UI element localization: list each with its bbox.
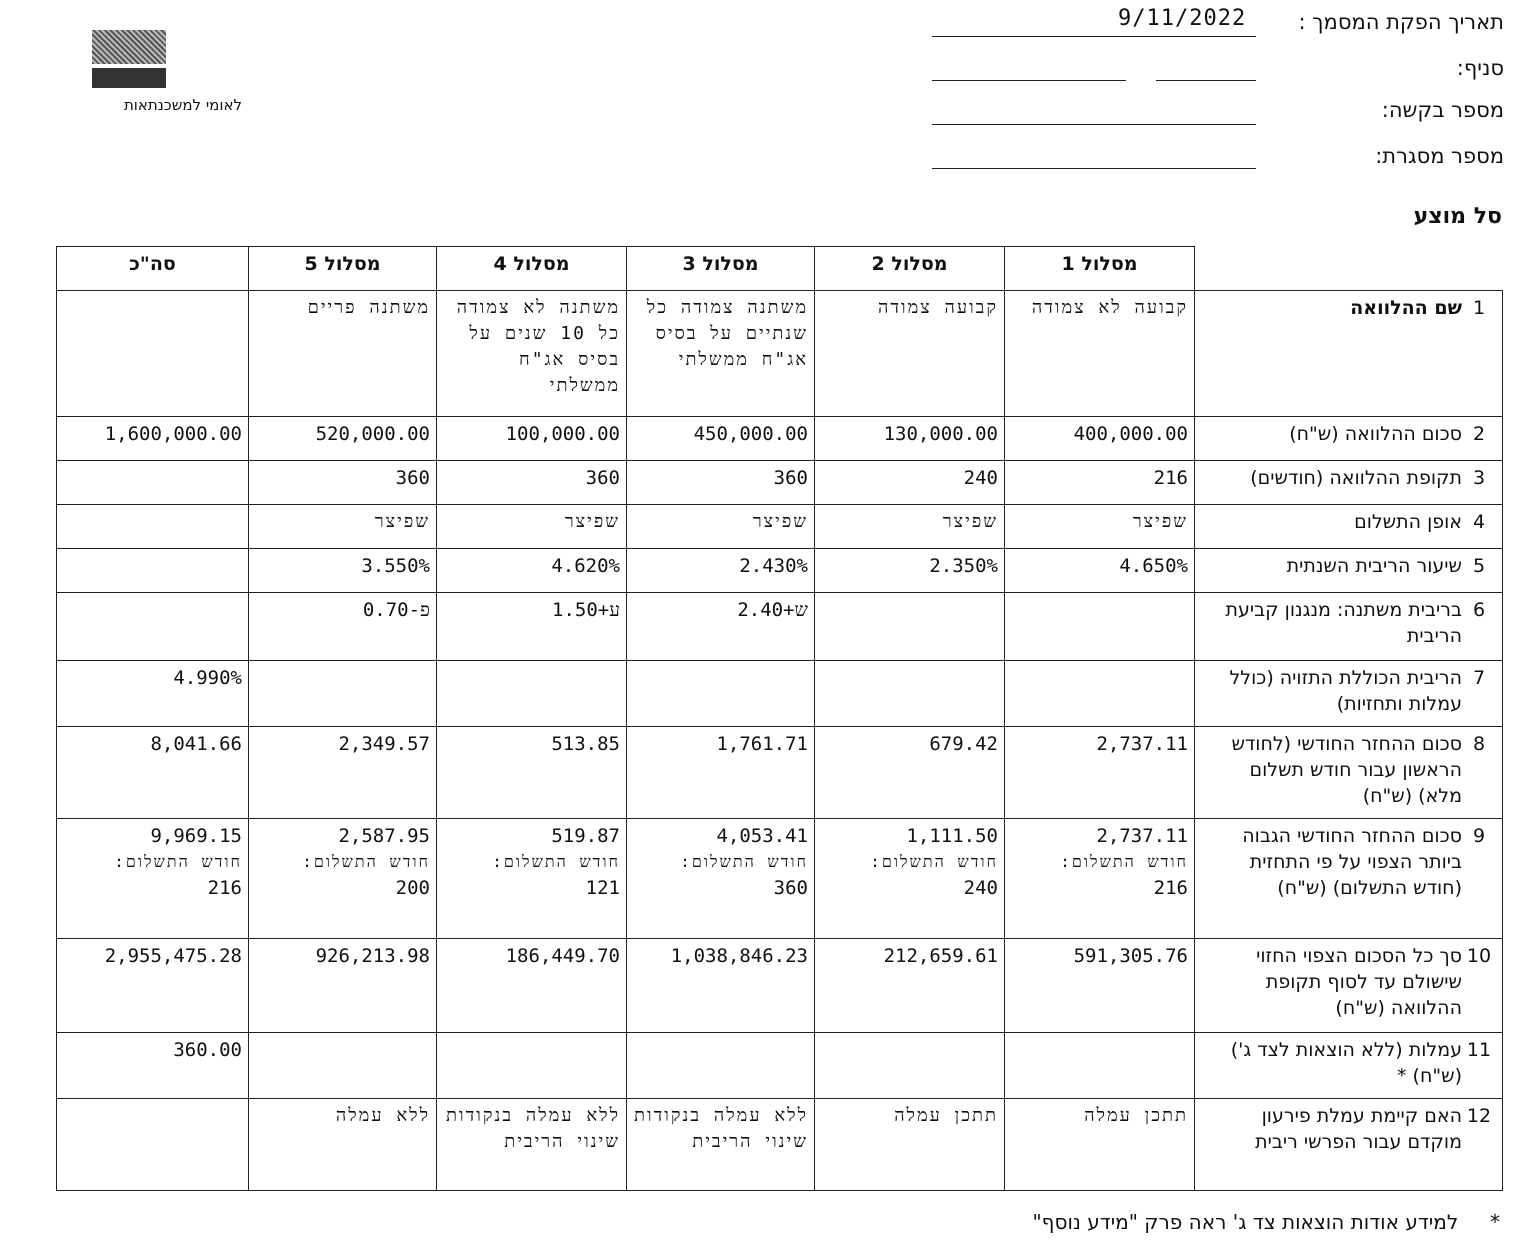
cell-r8-t1: 2,737.11: [1005, 727, 1195, 819]
payment-month-value: 216: [207, 877, 242, 899]
row-label-text: סכום ההחזר החודשי הגבוה ביותר הצפוי על פי התחזית (חודש התשלום) (ש"ח): [1242, 825, 1462, 899]
payment-month-label: חודש התשלום:: [302, 852, 430, 871]
cell-r6-t4: ע+1.50: [437, 593, 627, 661]
row-number: 9: [1472, 825, 1486, 847]
col-head-track-3: מסלול 3: [627, 247, 815, 291]
payment-month-value: 360: [773, 877, 808, 899]
section-title: סל מוצע: [1413, 204, 1502, 229]
cell-r5-t1: 4.650%: [1005, 549, 1195, 593]
payment-month-label: חודש התשלום:: [1060, 852, 1188, 871]
table-row: [57, 727, 1503, 819]
cell-r5-t2: 2.350%: [815, 549, 1005, 593]
cell-r3-t5: 360: [249, 461, 437, 505]
cell-r3-total: [57, 461, 249, 505]
row-label-2: [1195, 417, 1503, 461]
cell-r12-t4: ללא עמלה בנקודות שינוי הריבית: [437, 1099, 627, 1191]
cell-r8-total: 8,041.66: [57, 727, 249, 819]
row-label-text: שיעור הריבית השנתית: [1286, 555, 1462, 577]
row-number: 1: [1472, 297, 1486, 319]
cell-r2-t5: 520,000.00: [249, 417, 437, 461]
table-row: [57, 593, 1503, 661]
row-label-6: [1195, 593, 1503, 661]
table-row: [57, 1099, 1503, 1191]
cell-r10-t4: 186,449.70: [437, 939, 627, 1033]
table-row: [57, 505, 1503, 549]
table-row: [57, 549, 1503, 593]
table-row: [57, 661, 1503, 727]
table-header-row: [57, 247, 1503, 291]
cell-value: 1,111.50: [906, 825, 998, 847]
cell-r10-t2: 212,659.61: [815, 939, 1005, 1033]
row-label-11: [1195, 1033, 1503, 1099]
request-number-label: מספר בקשה:: [1381, 98, 1504, 122]
row-label-12: [1195, 1099, 1503, 1191]
row-number: 5: [1472, 555, 1486, 577]
table-row: [57, 1033, 1503, 1099]
cell-r9-t5: [249, 819, 437, 939]
cell-r10-t5: 926,213.98: [249, 939, 437, 1033]
cell-r4-t3: שפיצר: [627, 505, 815, 549]
row-number: 2: [1472, 423, 1486, 445]
payment-month-label: חודש התשלום:: [870, 852, 998, 871]
cell-r9-t4: [437, 819, 627, 939]
cell-r12-t3: ללא עמלה בנקודות שינוי הריבית: [627, 1099, 815, 1191]
cell-r1-t1: קבועה לא צמודה: [1005, 291, 1195, 417]
branch-line-a: [932, 80, 1126, 81]
cell-r3-t4: 360: [437, 461, 627, 505]
table-row: [57, 819, 1503, 939]
branch-line-b: [1156, 80, 1256, 81]
cell-value: 4,053.41: [716, 825, 808, 847]
cell-value: 2,587.95: [338, 825, 430, 847]
cell-r12-t2: תתכן עמלה: [815, 1099, 1005, 1191]
payment-month-value: 121: [585, 877, 620, 899]
row-label-4: [1195, 505, 1503, 549]
cell-value: 9,969.15: [150, 825, 242, 847]
table-row: [57, 461, 1503, 505]
cell-r8-t2: 679.42: [815, 727, 1005, 819]
row-label-text: סכום ההחזר החודשי (לחודש הראשון עבור חודש תשלום מלא) (ש"ח): [1231, 733, 1462, 807]
row-label-text: בריבית משתנה: מנגנון קביעת הריבית: [1225, 599, 1462, 647]
cell-r2-t3: 450,000.00: [627, 417, 815, 461]
row-number: 3: [1472, 467, 1486, 489]
cell-r7-t4: [437, 661, 627, 727]
payment-month-value: 200: [395, 877, 430, 899]
row-label-1: [1195, 291, 1503, 417]
row-number: 6: [1472, 599, 1486, 621]
payment-month-value: 240: [963, 877, 998, 899]
footnote-star: *: [1490, 1210, 1500, 1234]
cell-r9-total: [57, 819, 249, 939]
cell-r1-t2: קבועה צמודה: [815, 291, 1005, 417]
row-number: 8: [1472, 733, 1486, 755]
cell-r9-t2: [815, 819, 1005, 939]
cell-r4-t1: שפיצר: [1005, 505, 1195, 549]
cell-r11-t1: [1005, 1033, 1195, 1099]
col-head-track-4: מסלול 4: [437, 247, 627, 291]
cell-r10-t3: 1,038,846.23: [627, 939, 815, 1033]
row-label-text: אופן התשלום: [1354, 511, 1462, 533]
cell-r12-t1: תתכן עמלה: [1005, 1099, 1195, 1191]
cell-r11-t2: [815, 1033, 1005, 1099]
cell-r12-t5: ללא עמלה: [249, 1099, 437, 1191]
row-label-text: הריבית הכוללת התזויה (כולל עמלות ותחזיות): [1229, 667, 1462, 715]
cell-r6-t1: [1005, 593, 1195, 661]
row-label-7: [1195, 661, 1503, 727]
cell-r12-total: [57, 1099, 249, 1191]
cell-value: 519.87: [551, 825, 620, 847]
cell-r4-t4: שפיצר: [437, 505, 627, 549]
cell-r9-t3: [627, 819, 815, 939]
cell-r5-t3: 2.430%: [627, 549, 815, 593]
cell-r11-t4: [437, 1033, 627, 1099]
cell-r5-t5: 3.550%: [249, 549, 437, 593]
cell-r2-t2: 130,000.00: [815, 417, 1005, 461]
cell-r5-t4: 4.620%: [437, 549, 627, 593]
cell-r2-t4: 100,000.00: [437, 417, 627, 461]
row-label-3: [1195, 461, 1503, 505]
cell-r6-t2: [815, 593, 1005, 661]
offer-table: [56, 246, 1503, 1191]
col-head-total: סה"כ: [57, 247, 249, 291]
row-label-8: [1195, 727, 1503, 819]
row-label-10: [1195, 939, 1503, 1033]
row-label-text: תקופת ההלוואה (חודשים): [1250, 467, 1462, 489]
payment-month-value: 216: [1153, 877, 1188, 899]
table-row: [57, 417, 1503, 461]
cell-r1-total: [57, 291, 249, 417]
row-number: 12: [1466, 1105, 1492, 1127]
cell-r4-t2: שפיצר: [815, 505, 1005, 549]
payment-month-label: חודש התשלום:: [114, 852, 242, 871]
cell-r8-t3: 1,761.71: [627, 727, 815, 819]
issue-date-line: [932, 36, 1256, 37]
cell-r5-total: [57, 549, 249, 593]
cell-r6-total: [57, 593, 249, 661]
row-label-text: האם קיימת עמלת פירעון מוקדם עבור הפרשי ריבית: [1255, 1105, 1462, 1153]
branch-label: סניף:: [1456, 56, 1504, 80]
cell-r10-t1: 591,305.76: [1005, 939, 1195, 1033]
cell-r11-t3: [627, 1033, 815, 1099]
payment-month-label: חודש התשלום:: [680, 852, 808, 871]
footnote-text: למידע אודות הוצאות צד ג' ראה פרק "מידע נוסף": [1032, 1210, 1459, 1234]
cell-r7-t3: [627, 661, 815, 727]
cell-r3-t1: 216: [1005, 461, 1195, 505]
cell-r11-t5: [249, 1033, 437, 1099]
col-head-blank: [1195, 247, 1503, 291]
col-head-track-1: מסלול 1: [1005, 247, 1195, 291]
cell-r1-t3: משתנה צמודה כל שנתיים על בסיס אג"ח ממשלתי: [627, 291, 815, 417]
issue-date-label: תאריך הפקת המסמך :: [1298, 10, 1504, 34]
row-label-text: עמלות (ללא הוצאות לצד ג')(ש"ח) *: [1230, 1039, 1462, 1087]
row-number: 11: [1466, 1039, 1492, 1061]
logo-bar: [92, 68, 166, 88]
frame-number-line: [932, 168, 1256, 169]
cell-r1-t4: משתנה לא צמודה כל 10 שנים על בסיס אג"ח ממשלתי: [437, 291, 627, 417]
cell-r4-total: [57, 505, 249, 549]
cell-r9-t1: [1005, 819, 1195, 939]
logo-pattern: [92, 30, 166, 64]
cell-r2-t1: 400,000.00: [1005, 417, 1195, 461]
row-label-text: סך כל הסכום הצפוי החזוי שישולם עד לסוף תקופת ההלוואה (ש"ח): [1256, 945, 1462, 1019]
row-label-text: סכום ההלוואה (ש"ח): [1289, 423, 1462, 445]
cell-r8-t5: 2,349.57: [249, 727, 437, 819]
row-number: 10: [1466, 945, 1492, 967]
row-label-9: [1195, 819, 1503, 939]
table-row: [57, 939, 1503, 1033]
logo-text: לאומי למשכנתאות: [123, 96, 242, 114]
cell-r8-t4: 513.85: [437, 727, 627, 819]
payment-month-label: חודש התשלום:: [492, 852, 620, 871]
cell-r1-t5: משתנה פריים: [249, 291, 437, 417]
row-number: 7: [1472, 667, 1486, 689]
footnote: [1032, 1210, 1500, 1234]
issue-date-value: 9/11/2022: [1118, 6, 1247, 31]
cell-r4-t5: שפיצר: [249, 505, 437, 549]
cell-r2-total: 1,600,000.00: [57, 417, 249, 461]
cell-r7-t1: [1005, 661, 1195, 727]
col-head-track-5: מסלול 5: [249, 247, 437, 291]
table-row: [57, 291, 1503, 417]
request-number-line: [932, 124, 1256, 125]
row-label-text: שם ההלוואה: [1350, 297, 1462, 319]
cell-value: 2,737.11: [1096, 825, 1188, 847]
cell-r3-t2: 240: [815, 461, 1005, 505]
cell-r7-t2: [815, 661, 1005, 727]
cell-r10-total: 2,955,475.28: [57, 939, 249, 1033]
cell-r3-t3: 360: [627, 461, 815, 505]
cell-r6-t5: פ-0.70: [249, 593, 437, 661]
col-head-track-2: מסלול 2: [815, 247, 1005, 291]
cell-r7-total: 4.990%: [57, 661, 249, 727]
cell-r6-t3: ש+2.40: [627, 593, 815, 661]
cell-r7-t5: [249, 661, 437, 727]
row-number: 4: [1472, 511, 1486, 533]
row-label-5: [1195, 549, 1503, 593]
cell-r11-total: 360.00: [57, 1033, 249, 1099]
frame-number-label: מספר מסגרת:: [1375, 144, 1504, 168]
